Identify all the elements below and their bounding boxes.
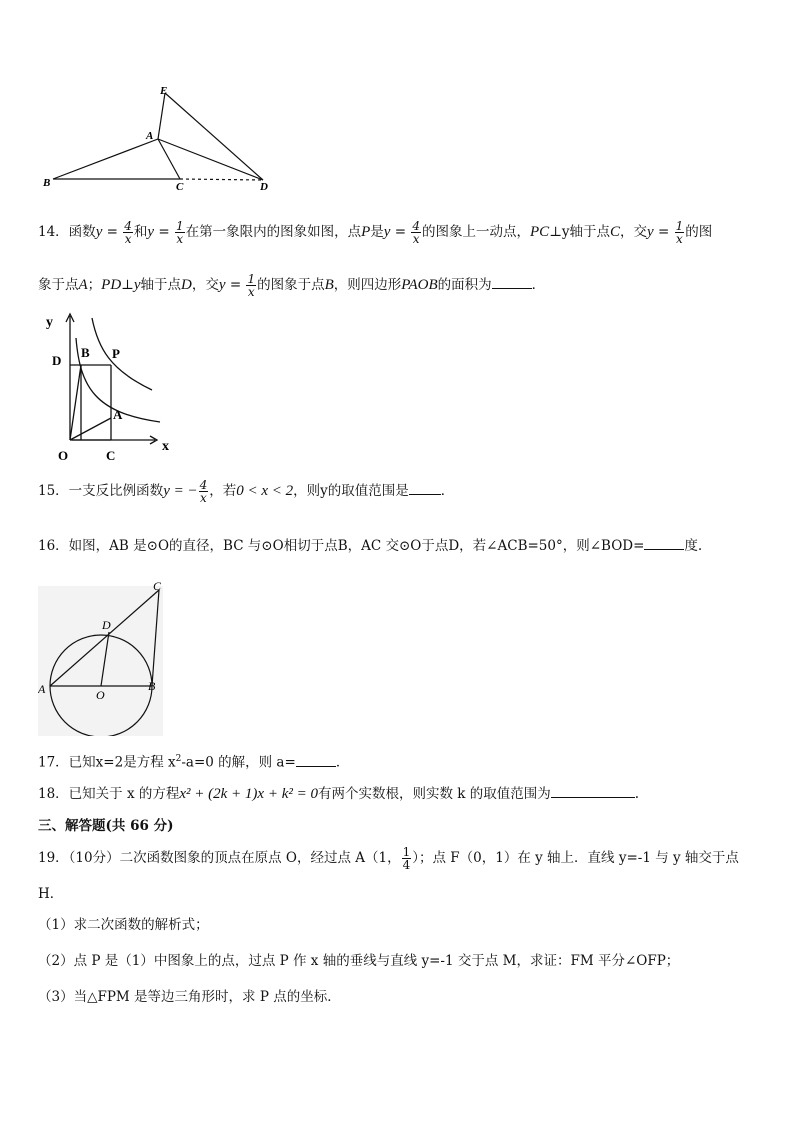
text: 度.: [684, 538, 703, 554]
answer-blank: [296, 752, 336, 767]
answer-blank: [644, 535, 684, 550]
section-heading: 三、解答题(共 66 分): [38, 818, 174, 834]
text: ；: [87, 277, 102, 293]
label-B: B: [43, 177, 51, 189]
label-O: O: [96, 688, 105, 702]
text: 19．（10分）二次函数图象的顶点在原点 O，经过点 A（1，: [38, 850, 401, 866]
fraction-den: x: [412, 232, 420, 246]
label-E: E: [160, 85, 168, 97]
label-D: D: [260, 181, 268, 193]
fraction: [411, 220, 421, 245]
fraction-num: 1: [247, 272, 256, 286]
var-D: D: [181, 277, 192, 293]
label-C: C: [153, 579, 162, 593]
text: 16．如图，AB 是⊙O的直径，BC 与⊙O相切于点B，AC 交⊙O于点D，若∠ACB=50°，则∠BOD=: [38, 538, 645, 554]
var-y: y: [218, 277, 226, 293]
text: 的图象于点: [257, 277, 325, 293]
equation-lhs: y = −: [163, 483, 198, 499]
equals: =: [154, 224, 174, 240]
axis-label-y: y: [46, 315, 53, 330]
var-y: y: [147, 224, 155, 240]
label-A: A: [38, 682, 46, 696]
var-A: A: [78, 277, 88, 293]
axis-label-x: x: [162, 439, 169, 454]
text: ，交: [620, 224, 648, 240]
label-D: D: [52, 353, 62, 368]
fraction-num: 1: [402, 845, 411, 859]
label-B: B: [148, 679, 156, 693]
fraction: [675, 220, 685, 245]
text: .: [634, 786, 640, 802]
fraction: [175, 220, 185, 245]
circle-figure: [38, 578, 173, 736]
triangle-figure: [38, 82, 288, 194]
q19-part3: （3）当△FPM 是等边三角形时，求 P 点的坐标．: [38, 989, 341, 1005]
fraction-num: 4: [124, 219, 132, 233]
equals: =: [225, 277, 246, 293]
fraction: [199, 479, 209, 504]
text: -a=0 的解，则 a=: [181, 754, 296, 771]
text: ．: [440, 483, 455, 499]
q17-line: [38, 748, 349, 774]
var-y: y: [133, 277, 141, 293]
label-C: C: [106, 448, 116, 463]
fraction-den: x: [124, 232, 132, 246]
text: 和: [133, 224, 148, 240]
text: ，则四边形: [333, 277, 402, 293]
q18-line: [38, 783, 639, 805]
label-A: A: [146, 130, 154, 142]
q14-line2: [38, 273, 545, 298]
var-B: B: [324, 277, 334, 293]
equation: x² + (2k + 1)x + k² = 0: [179, 786, 318, 802]
var-P: P: [361, 224, 371, 240]
text: 的图象上一动点，: [422, 224, 531, 240]
q19-part2: （2）点 P 是（1）中图象上的点，过点 P 作 x 轴的垂线与直线 y=-1 交于点 M，求证：FM 平分∠OFP；: [38, 953, 680, 969]
answer-blank: [409, 480, 441, 495]
fraction-den: 4: [402, 858, 411, 872]
text: 18．已知关于 x 的方程: [38, 786, 180, 802]
q14-line1: [38, 220, 712, 245]
q19-part1: （1）求二次函数的解析式；: [38, 917, 209, 933]
label-C: C: [176, 181, 184, 193]
text: 的图: [685, 224, 713, 240]
var-C: C: [610, 224, 621, 240]
q19-line2: H．: [38, 886, 64, 902]
fraction-den: x: [676, 232, 683, 246]
equals: =: [653, 224, 674, 240]
fraction: [246, 273, 256, 298]
fraction-num: 1: [175, 219, 184, 233]
q19-line1: [38, 846, 739, 871]
text: 轴于点: [140, 277, 182, 293]
text: ⊥y轴于点: [549, 224, 611, 240]
var-y: y: [95, 224, 103, 240]
fraction-num: 4: [199, 478, 208, 492]
var-PAOB: PAOB: [401, 277, 438, 293]
text: ．: [335, 754, 350, 771]
hyperbola-figure: [40, 308, 180, 468]
equals: =: [390, 224, 411, 240]
label-O: O: [58, 448, 69, 463]
var-y: y: [383, 224, 391, 240]
text: 象于点: [38, 277, 79, 293]
text: ，若: [209, 483, 237, 499]
var-PD: PD: [101, 277, 122, 293]
text: ⊥: [121, 277, 134, 293]
superscript: 2: [175, 754, 182, 764]
var-PC: PC: [530, 224, 550, 240]
var-y: y: [647, 224, 654, 240]
fraction: [123, 220, 133, 245]
text: ，则y的取值范围是: [293, 483, 409, 499]
q15-line: [38, 479, 454, 504]
text: 是: [370, 224, 384, 240]
text: 有两个实数根，则实数 k 的取值范围为: [317, 786, 551, 802]
fraction-num: 1: [675, 219, 684, 233]
answer-blank: [492, 274, 532, 289]
fraction: [402, 846, 412, 871]
text: ）；点 F（0，1）在 y 轴上．直线 y=-1 与 y 轴交于点: [412, 850, 739, 866]
label-A: A: [113, 407, 123, 422]
equals: =: [102, 224, 123, 240]
fraction-den: x: [176, 232, 184, 246]
answer-blank: [551, 783, 635, 798]
text: 17．已知x=2是方程 x: [38, 754, 176, 771]
q16-line: [38, 535, 702, 557]
text: ．: [531, 277, 546, 293]
label-P: P: [112, 346, 120, 361]
fraction-den: x: [200, 491, 207, 505]
label-B: B: [81, 345, 90, 360]
fraction-den: x: [247, 285, 255, 299]
text: 在第一象限内的图象如图，点: [185, 224, 362, 240]
label-D: D: [102, 618, 111, 632]
text: ，交: [191, 277, 219, 293]
text: 15．一支反比例函数: [38, 483, 164, 499]
inequality: 0 < x < 2: [236, 483, 294, 499]
q14-number: 14．函数: [38, 224, 96, 240]
fraction-num: 4: [412, 219, 421, 233]
text: 的面积为: [437, 277, 492, 293]
